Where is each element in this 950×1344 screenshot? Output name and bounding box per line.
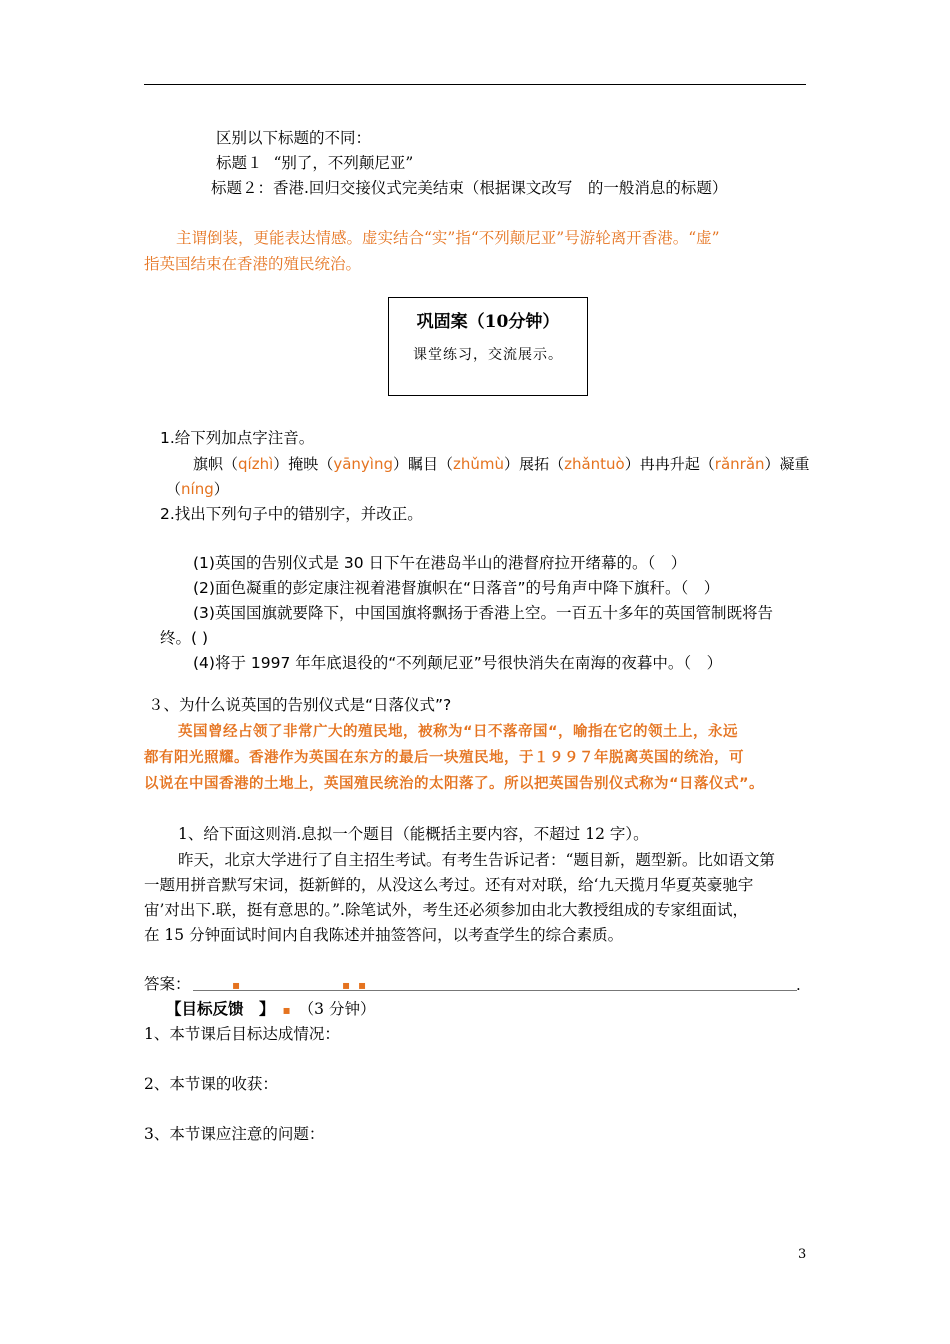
q1-pinyin: níng xyxy=(181,480,214,498)
page-number: 3 xyxy=(798,1247,807,1262)
q2-sentence-3b: 终。( ) xyxy=(160,629,209,647)
q4-passage-line-3: 宙’对出下.联，挺有意思的。”.除笔试外，考生还必须参加由北大教授组成的专家组面试， xyxy=(144,901,748,919)
title-1-line xyxy=(216,151,413,175)
q2-sentence-2: (2)面色凝重的彭定康注视着港督旗帜在“日落音”的号角声中降下旗秆。（ ） xyxy=(193,579,720,597)
q1-word: 展拓 xyxy=(519,455,550,473)
consolidation-box xyxy=(388,297,588,396)
q1-pinyin: rǎnrǎn xyxy=(714,455,765,473)
q1-items-line-2: （níng） xyxy=(166,480,229,498)
answer-blank-line[interactable] xyxy=(193,990,797,991)
q1-prompt: 1.给下列加点字注音。 xyxy=(160,429,315,447)
feedback-heading-line xyxy=(166,997,375,1022)
feedback-time: （3 分钟） xyxy=(298,1000,376,1018)
q3-answer-line-3: 以说在中国香港的土地上，英国殖民统治的太阳落了。所以把英国告别仪式称为“日落仪式”。 xyxy=(144,776,765,792)
header-rule xyxy=(144,84,806,85)
q1-word: 掩映 xyxy=(288,455,319,473)
q2-sentence-1: (1)英国的告别仪式是 30 日下午在港岛半山的港督府拉开绪幕的。（ ） xyxy=(193,554,687,572)
q4-prompt: 1、给下面这则消.息拟一个题目（能概括主要内容，不超过 12 字）。 xyxy=(178,825,649,843)
q3-answer-line-2: 都有阳光照耀。香港作为英国在东方的最后一块殖民地，于１９９７年脱离英国的统治，可 xyxy=(144,750,744,766)
q4-passage-line-2: 一题用拼音默写宋词，挺新鲜的，从没这么考过。还有对对联，给‘九天揽月华夏英豪驰宇 xyxy=(144,876,754,894)
feedback-item-2: 2、本节课的收获： xyxy=(144,1075,278,1093)
compare-titles-intro: 区别以下标题的不同： xyxy=(216,129,372,147)
title-1-quote: “别了，不列颠尼亚” xyxy=(273,154,414,172)
consolidation-subtitle: 课堂练习，交流展示。 xyxy=(413,347,563,363)
q1-pinyin: zhǔmù xyxy=(453,455,505,473)
answer-label: 答案： xyxy=(144,975,191,993)
q1-word: 冉冉升起 xyxy=(639,455,700,473)
title-2-line: 标题２：香港.回归交接仪式完美结束（根据课文改写 的一般消息的标题） xyxy=(211,179,728,197)
q1-pinyin: yānyìng xyxy=(333,455,393,473)
q4-passage-line-4: 在 15 分钟面试时间内自我陈述并抽签答问，以考查学生的综合素质。 xyxy=(144,926,624,944)
q1-word: 瞩目 xyxy=(408,455,439,473)
title-answer-line-1: 主谓倒装，更能表达情感。虚实结合“实”指“不列颠尼亚”号游轮离开香港。“虚” xyxy=(176,229,720,247)
q1-word: 旗帜 xyxy=(193,455,224,473)
orange-dot-mark: ▪ xyxy=(342,978,351,992)
q1-items-line: 旗帜（qízhì）掩映（yānyìng）瞩目（zhǔmù）展拓（zhǎntuò）冉冉升起（rǎnrǎn）凝重 xyxy=(193,455,810,473)
feedback-item-1: 1、本节课后目标达成情况： xyxy=(144,1025,340,1043)
orange-dot-mark: ▪ xyxy=(282,1003,291,1017)
feedback-item-3: 3、本节课应注意的问题： xyxy=(144,1125,325,1143)
q2-prompt: 2.找出下列句子中的错别字，并改正。 xyxy=(160,505,423,523)
q2-sentence-4: (4)将于 1997 年年底退役的“不列颠尼亚”号很快消失在南海的夜暮中。（ ） xyxy=(193,654,723,672)
answer-end-dot: . xyxy=(796,976,801,994)
consolidation-title: 巩固案（10分钟） xyxy=(416,312,560,332)
feedback-heading: 【目标反馈 】 xyxy=(166,999,275,1018)
q1-pinyin: zhǎntuò xyxy=(564,455,625,473)
q2-sentence-3a: (3)英国国旗就要降下，中国国旗将飘扬于香港上空。一百五十多年的英国管制既将告 xyxy=(193,604,773,622)
q3-prompt: ３、为什么说英国的告别仪式是“日落仪式”? xyxy=(148,696,452,714)
orange-dot-mark: ▪ xyxy=(232,978,241,992)
title-1-prefix: 标题１ xyxy=(216,154,263,172)
q3-answer-line-1: 英国曾经占领了非常广大的殖民地，被称为“日不落帝国“，喻指在它的领土上，永远 xyxy=(178,724,739,740)
q1-word: 凝重 xyxy=(779,455,810,473)
title-answer-line-2: 指英国结束在香港的殖民统治。 xyxy=(144,255,362,273)
q4-passage-line-1: 昨天，北京大学进行了自主招生考试。有考生告诉记者：“题目新，题型新。比如语文第 xyxy=(178,851,775,869)
orange-dot-mark: ▪ xyxy=(358,978,367,992)
q1-pinyin: qízhì xyxy=(238,455,274,473)
